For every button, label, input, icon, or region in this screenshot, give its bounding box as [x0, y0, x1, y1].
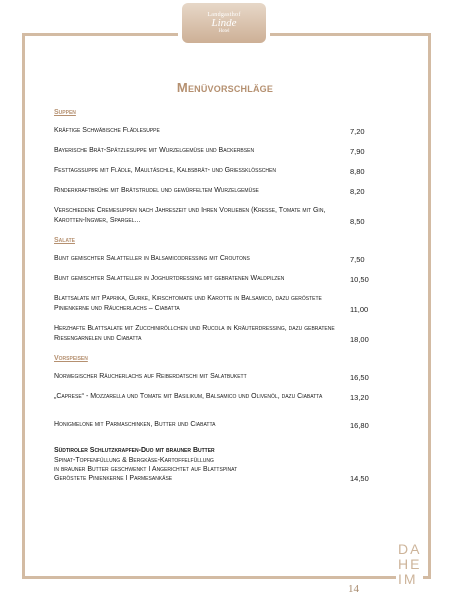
- menu-item-price: 16,80: [350, 421, 369, 430]
- special-line: in brauner Butter geschwenkt I Angerichtet auf Blattspinat: [54, 466, 238, 473]
- page-title: Menüvorschläge: [176, 80, 274, 95]
- menu-item-text: Festtagssuppe mit Flädle, Maultäschle, Kalbsbrät- und Grießklößchen: [54, 167, 276, 174]
- special-line: Spinat-Topfenfüllung & Bergkäse-Kartoffelfüllung: [54, 457, 214, 464]
- logo-top-text: Landgasthof: [207, 12, 241, 18]
- section-heading: Vorspeisen: [54, 355, 88, 362]
- page-number: 14: [348, 583, 359, 595]
- menu-item-text: Honigmelone mit Parmaschinken, Butter und Ciabatta: [54, 421, 216, 428]
- special-title: Südtiroler Schlutzkrapfen-Duo mit brauner Butter: [54, 447, 215, 454]
- menu-item-text: Herzhafte Blattsalate mit Zucchiniröllchen und Rucola in Kräuterdressing, dazu gebratene Riesengarnelen und Ciabatta: [54, 325, 335, 342]
- hotel-logo: [178, 0, 270, 46]
- menu-item-price: 16,50: [350, 373, 369, 382]
- brand-mark-line: HE: [398, 556, 422, 572]
- logo-main-text: Linde: [211, 17, 237, 29]
- menu-item-price: 7,50: [350, 255, 365, 264]
- menu-item-text: Rinderkraftbrühe mit Brätstrudel und gewürfeltem Wurzelgemüse: [54, 187, 259, 194]
- section-suppen: [54, 109, 384, 226]
- brand-mark-line: IM: [398, 571, 418, 587]
- menu-item: [54, 146, 384, 156]
- menu-item: [54, 294, 384, 314]
- special-dish: [54, 446, 384, 483]
- menu-item-price: 7,20: [350, 127, 365, 136]
- menu-item-text: Norwegischer Räucherlachs auf Reiberdatschi mit Salatbukett: [54, 373, 247, 380]
- special-line: Geröstete Pinienkerne I Parmesankäse: [54, 475, 173, 482]
- menu-item: [54, 166, 384, 176]
- brand-mark-line: DA: [398, 541, 422, 557]
- menu-item: [54, 372, 384, 382]
- section-heading: Suppen: [54, 109, 76, 116]
- menu-item: [54, 324, 384, 344]
- menu-item: [54, 186, 384, 196]
- menu-item-text: „Caprese“ - Mozzarella und Tomate mit Basilikum, Balsamico und Olivenöl, dazu Ciabatta: [54, 393, 323, 400]
- menu-item: [54, 254, 384, 264]
- menu-item-text: Bunt gemischter Salatteller in Balsamicodressing mit Croutons: [54, 255, 250, 262]
- menu-item-price: 7,90: [350, 147, 365, 156]
- menu-content: [54, 98, 384, 493]
- logo-sub-text: Hotel: [218, 29, 230, 34]
- menu-item-text: Kräftige Schwäbische Flädlesuppe: [54, 127, 160, 134]
- menu-item-price: 8,20: [350, 187, 365, 196]
- section-vorspeisen: [54, 355, 384, 430]
- menu-item-price: 13,20: [350, 393, 369, 402]
- menu-item-text: Bayerische Brät-Spätzlesuppe mit Wurzelgemüse und Backerbsen: [54, 147, 255, 154]
- section-heading: Salate: [54, 237, 75, 244]
- menu-item-price: 8,50: [350, 217, 365, 226]
- menu-item-text: Bunt gemischter Salatteller in Joghurtdressing mit gebratenen Waldpilzen: [54, 275, 285, 282]
- special-dish-text: [54, 446, 344, 483]
- brand-mark: [396, 542, 423, 587]
- menu-item-price: 11,00: [350, 305, 369, 314]
- menu-item: [54, 206, 384, 226]
- menu-item-text: Blattsalate mit Paprika, Gurke, Kirschtomate und Karotte in Balsamico, dazu geröstete Pinienkerne und Räucherlachs – Ciabatta: [54, 295, 322, 312]
- menu-item-price: 18,00: [350, 335, 369, 344]
- menu-item-price: 8,80: [350, 167, 365, 176]
- menu-item: [54, 392, 384, 402]
- menu-item-text: Verschiedene Cremesuppen nach Jahreszeit und Ihren Vorlieben (Kresse, Tomate mit Gin, Karotten-Ingwer, Spargel...: [54, 207, 326, 224]
- section-salate: [54, 237, 384, 344]
- menu-item: [54, 126, 384, 136]
- menu-item: [54, 420, 384, 430]
- menu-item: [54, 274, 384, 284]
- menu-item-price: 10,50: [350, 275, 369, 284]
- special-price: 14,50: [350, 474, 369, 483]
